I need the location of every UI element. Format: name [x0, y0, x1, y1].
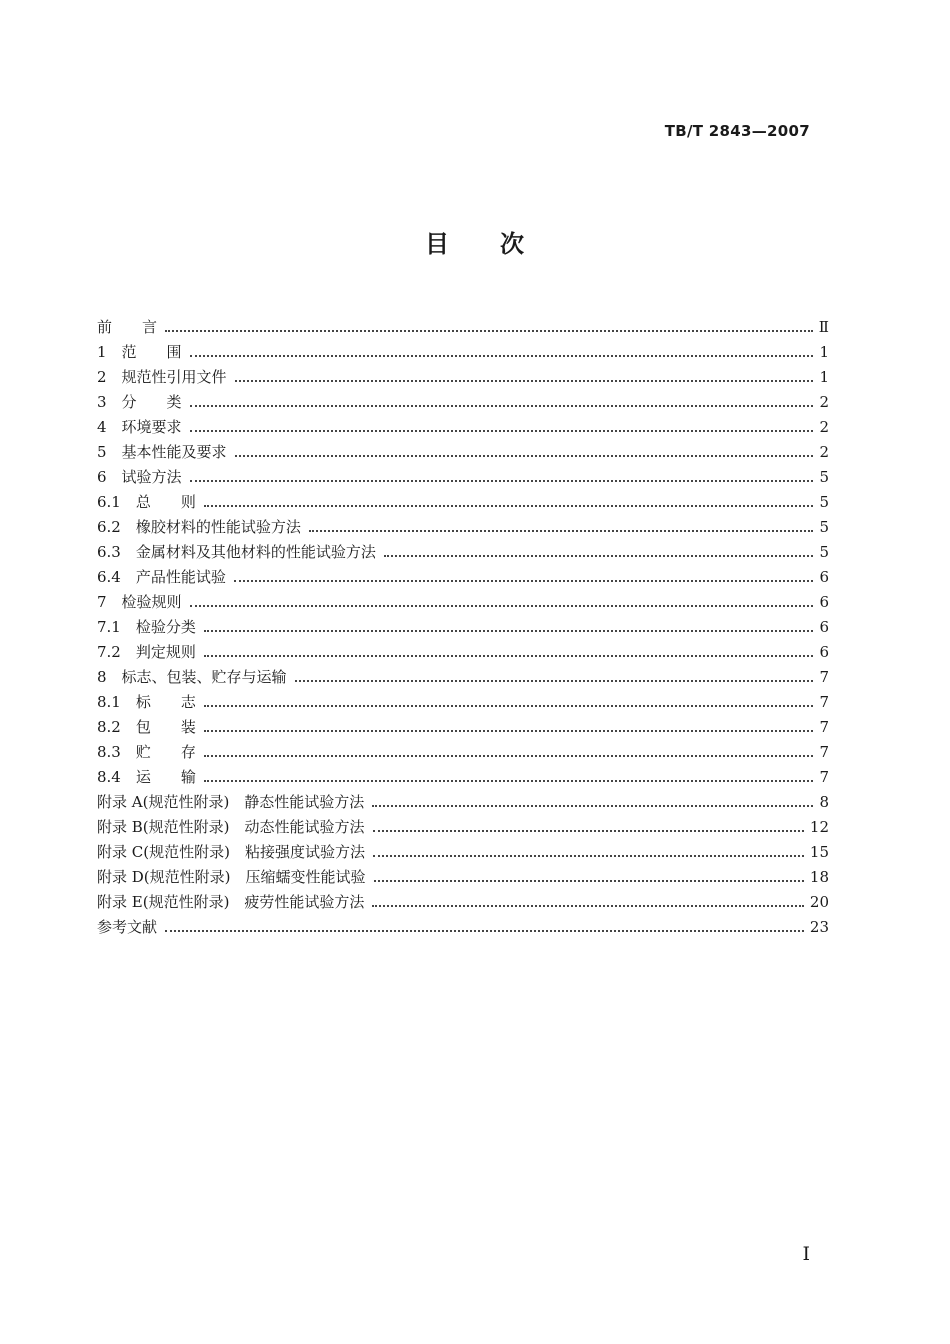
toc-entry[interactable]	[97, 365, 829, 390]
toc-entry-page: 8	[819, 793, 829, 811]
toc-dot-leader	[204, 780, 813, 782]
toc-dot-leader	[234, 580, 813, 582]
toc-dot-leader	[190, 430, 813, 432]
toc-dot-leader	[204, 630, 813, 632]
toc-entry-label: 7.2 判定规则	[97, 643, 196, 661]
toc-dot-leader	[235, 455, 813, 457]
toc-dot-leader	[372, 905, 803, 907]
toc-entry-page: 15	[809, 843, 829, 861]
toc-entry-label: 6.4 产品性能试验	[97, 568, 226, 586]
toc-dot-leader	[204, 505, 813, 507]
toc-dot-leader	[204, 755, 813, 757]
toc-dot-leader	[204, 730, 813, 732]
toc-entry-label: 前 言	[97, 318, 158, 336]
toc-entry[interactable]	[97, 590, 829, 615]
toc-entry[interactable]	[97, 415, 829, 440]
toc-dot-leader	[373, 830, 804, 832]
toc-entry[interactable]	[97, 840, 829, 865]
toc-entry[interactable]	[97, 715, 829, 740]
toc-entry-page: 6	[819, 618, 829, 636]
toc-dot-leader	[309, 530, 813, 532]
toc-entry-page: 12	[809, 818, 829, 836]
toc-dot-leader	[384, 555, 813, 557]
toc-dot-leader	[235, 380, 813, 382]
toc-entry[interactable]	[97, 740, 829, 765]
toc-entry-page: 5	[819, 518, 829, 536]
toc-title-char-2: 次	[500, 230, 525, 258]
toc-entry-page: 2	[819, 418, 829, 436]
toc-entry-page: 18	[809, 868, 829, 886]
toc-entry-label: 附录 A(规范性附录) 静态性能试验方法	[97, 793, 365, 811]
toc-entry-page: 2	[819, 393, 829, 411]
toc-entry-page: 7	[819, 693, 829, 711]
toc-dot-leader	[295, 680, 813, 682]
toc-entry-page: 7	[819, 718, 829, 736]
toc-entry-label: 5 基本性能及要求	[97, 443, 227, 461]
toc-entry-label: 附录 B(规范性附录) 动态性能试验方法	[97, 818, 365, 836]
toc-entry[interactable]	[97, 890, 829, 915]
toc-entry[interactable]	[97, 865, 829, 890]
toc-entry-page: 6	[819, 643, 829, 661]
toc-entry-page: 1	[819, 368, 829, 386]
toc-entry-label: 8 标志、包装、贮存与运输	[97, 668, 287, 686]
toc-entry-label: 6.1 总 则	[97, 493, 196, 511]
toc-dot-leader	[190, 405, 813, 407]
toc-entry[interactable]	[97, 565, 829, 590]
toc-entry-label: 7 检验规则	[97, 593, 182, 611]
toc-entry-page: 5	[819, 493, 829, 511]
toc-title	[0, 224, 950, 259]
toc-entry[interactable]	[97, 440, 829, 465]
toc-dot-leader	[204, 705, 813, 707]
toc-entry-label: 8.1 标 志	[97, 693, 196, 711]
toc-entry[interactable]	[97, 815, 829, 840]
toc-entry[interactable]	[97, 315, 829, 340]
toc-entry[interactable]	[97, 515, 829, 540]
toc-entry-page: 6	[819, 568, 829, 586]
toc-entry-label: 4 环境要求	[97, 418, 182, 436]
toc-entry[interactable]	[97, 465, 829, 490]
toc-entry-label: 附录 D(规范性附录) 压缩蠕变性能试验	[97, 868, 366, 886]
table-of-contents	[97, 315, 829, 940]
toc-entry-label: 7.1 检验分类	[97, 618, 196, 636]
toc-dot-leader	[190, 605, 813, 607]
toc-entry-page: 6	[819, 593, 829, 611]
toc-entry[interactable]	[97, 640, 829, 665]
toc-entry[interactable]	[97, 765, 829, 790]
toc-entry[interactable]	[97, 690, 829, 715]
toc-entry[interactable]	[97, 540, 829, 565]
toc-dot-leader	[165, 330, 813, 332]
toc-entry-label: 附录 E(规范性附录) 疲劳性能试验方法	[97, 893, 365, 911]
toc-dot-leader	[190, 355, 813, 357]
toc-dot-leader	[372, 805, 813, 807]
toc-entry[interactable]	[97, 615, 829, 640]
toc-entry-page: 5	[819, 468, 829, 486]
toc-entry[interactable]	[97, 665, 829, 690]
toc-entry-label: 1 范 围	[97, 343, 182, 361]
toc-dot-leader	[374, 880, 804, 882]
toc-entry-label: 6.3 金属材料及其他材料的性能试验方法	[97, 543, 376, 561]
toc-entry-label: 2 规范性引用文件	[97, 368, 227, 386]
toc-dot-leader	[190, 480, 813, 482]
toc-entry[interactable]	[97, 915, 829, 940]
toc-entry-label: 6 试验方法	[97, 468, 182, 486]
toc-entry-page: 20	[809, 893, 829, 911]
toc-entry-page: 7	[819, 768, 829, 786]
toc-entry[interactable]	[97, 340, 829, 365]
toc-entry-page: 7	[819, 743, 829, 761]
toc-entry[interactable]	[97, 490, 829, 515]
toc-entry[interactable]	[97, 390, 829, 415]
toc-dot-leader	[373, 855, 804, 857]
toc-entry-page: 2	[819, 443, 829, 461]
toc-title-char-1: 目	[425, 230, 450, 258]
toc-entry-label: 附录 C(规范性附录) 粘接强度试验方法	[97, 843, 365, 861]
toc-entry-label: 8.3 贮 存	[97, 743, 196, 761]
toc-entry-label: 8.4 运 输	[97, 768, 196, 786]
toc-entry-label: 6.2 橡胶材料的性能试验方法	[97, 518, 301, 536]
page-number: I	[802, 1243, 810, 1265]
document-code: TB/T 2843—2007	[664, 122, 810, 140]
toc-entry-page: 7	[819, 668, 829, 686]
toc-entry[interactable]	[97, 790, 829, 815]
toc-entry-label: 8.2 包 装	[97, 718, 196, 736]
toc-entry-page: 1	[819, 343, 829, 361]
toc-entry-page: 5	[819, 543, 829, 561]
toc-entry-page: Ⅱ	[818, 318, 829, 336]
toc-entry-page: 23	[809, 918, 829, 936]
toc-dot-leader	[204, 655, 813, 657]
toc-dot-leader	[165, 930, 804, 932]
toc-entry-label: 参考文献	[97, 918, 158, 936]
toc-entry-label: 3 分 类	[97, 393, 182, 411]
